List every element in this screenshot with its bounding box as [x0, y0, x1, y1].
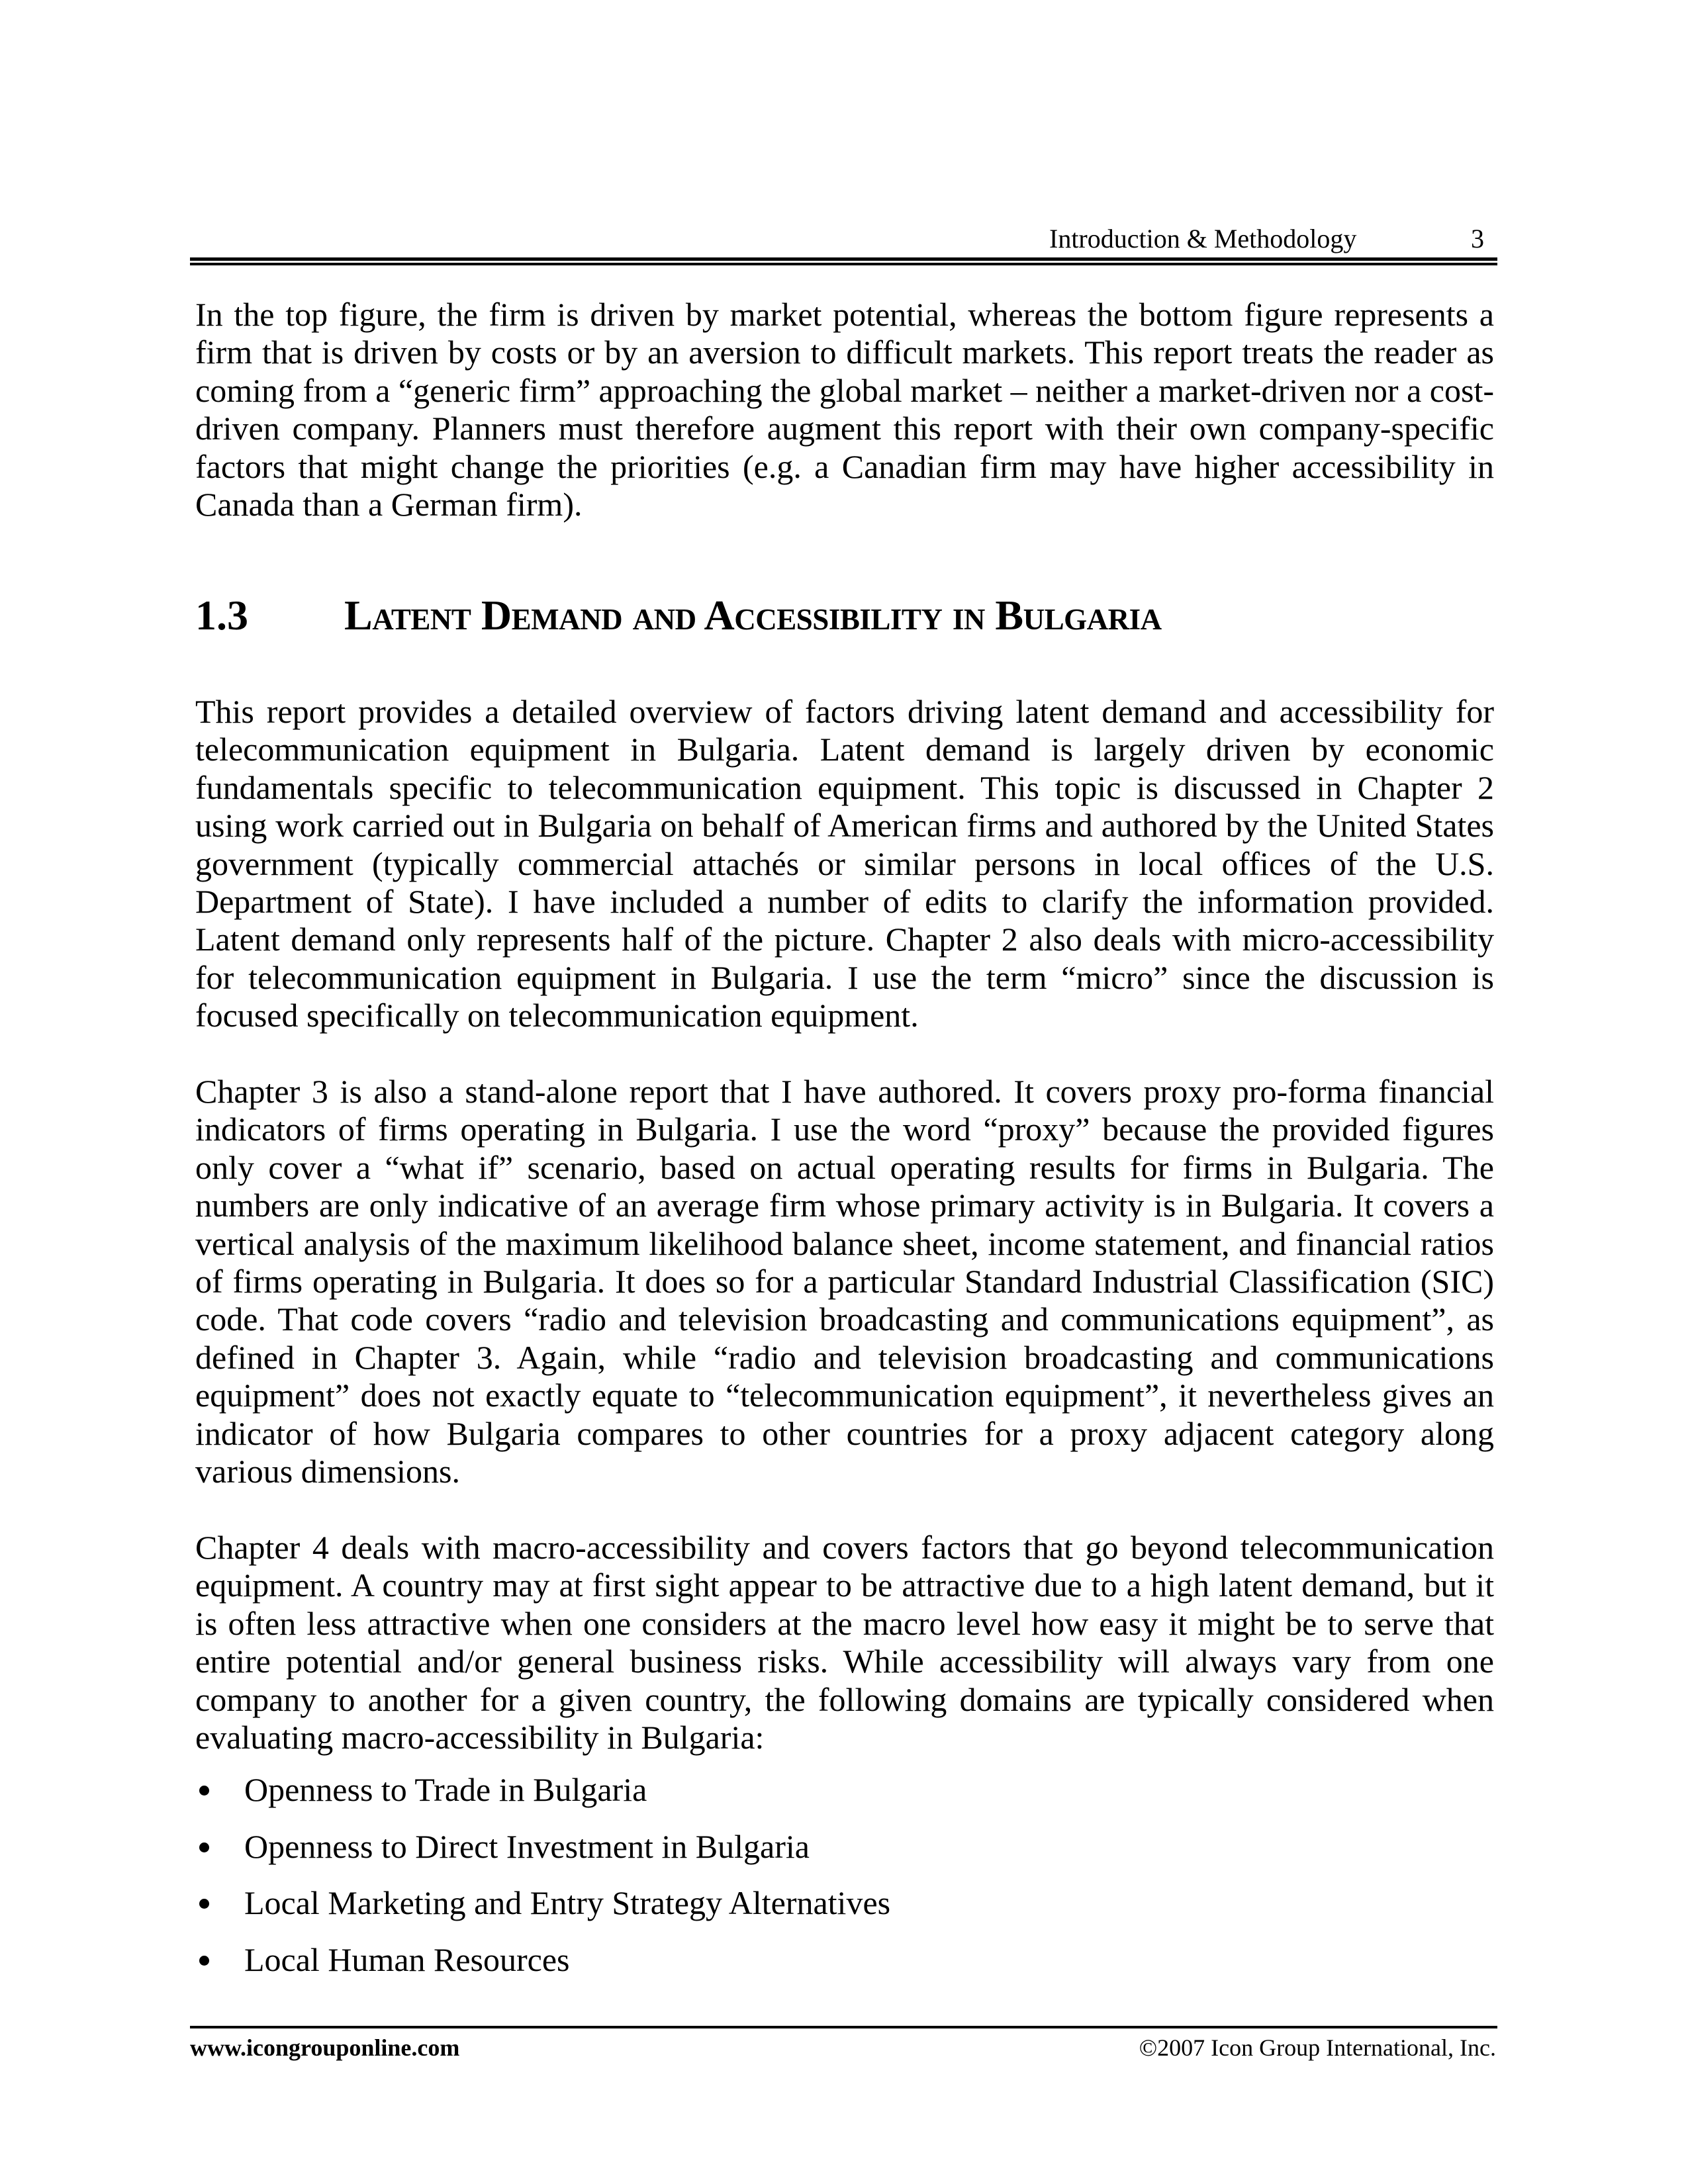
text-line: Latent demand only represents half of the picture. Chapter 2 also deals with micro-accessibility	[195, 921, 1494, 958]
text-line: firm that is driven by costs or by an aversion to difficult markets. This report treats the reader as	[195, 334, 1494, 371]
section-title: Latent Demand and Accessibility in Bulgaria	[344, 592, 1162, 639]
text-line: of firms operating in Bulgaria. It does so for a particular Standard Industrial Classification (SIC)	[195, 1262, 1494, 1300]
text-line: focused specifically on telecommunication equipment.	[195, 997, 919, 1034]
text-line: equipment. A country may at first sight appear to be attractive due to a high latent demand, but it	[195, 1567, 1494, 1604]
text-line: numbers are only indicative of an average firm whose primary activity is in Bulgaria. It covers a	[195, 1187, 1494, 1224]
text-line: various dimensions.	[195, 1452, 460, 1490]
text-line: for telecommunication equipment in Bulgaria. I use the term “micro” since the discussion is	[195, 958, 1494, 996]
text-line: only cover a “what if” scenario, based on actual operating results for firms in Bulgaria. The	[195, 1148, 1494, 1186]
list-item	[195, 1828, 1453, 1885]
page-number: 3	[1471, 224, 1484, 253]
accessibility-domains-list	[195, 1771, 1453, 1997]
text-line: This report provides a detailed overview of factors driving latent demand and accessibility for	[195, 693, 1494, 730]
list-item-text: Local Marketing and Entry Strategy Alternatives	[244, 1884, 891, 1921]
text-line: fundamentals specific to telecommunication equipment. This topic is discussed in Chapter 2	[195, 768, 1494, 806]
footer-url: www.icongrouponline.com	[190, 2034, 460, 2061]
text-line: Department of State). I have included a number of edits to clarify the information provided.	[195, 882, 1494, 920]
text-line: government (typically commercial attachés or similar persons in local offices of the U.S.	[195, 844, 1494, 882]
text-line: code. That code covers “radio and television broadcasting and communications equipment”, as	[195, 1300, 1494, 1338]
list-item-text: Openness to Trade in Bulgaria	[244, 1771, 647, 1808]
text-line: coming from a “generic firm” approaching the global market – neither a market-driven nor a cost-	[195, 371, 1494, 409]
list-item-text: Openness to Direct Investment in Bulgaria	[244, 1827, 810, 1865]
header-rule-thin	[190, 263, 1497, 265]
list-item	[195, 1941, 1453, 1998]
bullet-icon	[199, 1843, 209, 1852]
text-line: using work carried out in Bulgaria on behalf of American firms and authored by the United States	[195, 807, 1494, 844]
bullet-icon	[199, 1786, 209, 1796]
text-line: In the top figure, the firm is driven by market potential, whereas the bottom figure represents a	[195, 296, 1494, 333]
header-rule-thick	[190, 257, 1497, 261]
text-line: is often less attractive when one considers at the macro level how easy it might be to serve that	[195, 1604, 1494, 1642]
bullet-icon	[199, 1956, 209, 1966]
bullet-icon	[199, 1899, 209, 1909]
intro-paragraph	[195, 296, 1494, 523]
paragraph-chapter-3	[195, 1073, 1494, 1490]
text-line: equipment” does not exactly equate to “telecommunication equipment”, it nevertheless gives an	[195, 1377, 1494, 1414]
text-line: Chapter 4 deals with macro-accessibility and covers factors that go beyond telecommunication	[195, 1529, 1494, 1566]
text-line: indicators of firms operating in Bulgaria. I use the word “proxy” because the provided figures	[195, 1111, 1494, 1148]
footer-copyright: ©2007 Icon Group International, Inc.	[1139, 2034, 1496, 2061]
text-line: indicator of how Bulgaria compares to other countries for a proxy adjacent category along	[195, 1414, 1494, 1452]
section-number: 1.3	[195, 592, 248, 639]
list-item	[195, 1884, 1453, 1941]
text-line: entire potential and/or general business risks. While accessibility will always vary from one	[195, 1643, 1494, 1680]
text-line: factors that might change the priorities (e.g. a Canadian firm may have higher accessibility in	[195, 447, 1494, 485]
text-line: telecommunication equipment in Bulgaria. Latent demand is largely driven by economic	[195, 731, 1494, 768]
text-line: Chapter 3 is also a stand-alone report that I have authored. It covers proxy pro-forma financial	[195, 1073, 1494, 1110]
footer-rule	[190, 2026, 1497, 2028]
text-line: defined in Chapter 3. Again, while “radio and television broadcasting and communications	[195, 1338, 1494, 1376]
text-line: company to another for a given country, the following domains are typically considered when	[195, 1680, 1494, 1718]
text-line: driven company. Planners must therefore augment this report with their own company-specific	[195, 410, 1494, 447]
running-header-title: Introduction & Methodology	[1049, 224, 1357, 253]
running-header	[190, 222, 1497, 255]
list-item-text: Local Human Resources	[244, 1940, 570, 1978]
text-line: evaluating macro-accessibility in Bulgaria:	[195, 1718, 765, 1756]
text-line: Canada than a German firm).	[195, 485, 583, 523]
paragraph-latent-demand	[195, 693, 1494, 1035]
paragraph-chapter-4	[195, 1529, 1494, 1756]
list-item	[195, 1771, 1453, 1828]
text-line: vertical analysis of the maximum likelihood balance sheet, income statement, and financial ratios	[195, 1224, 1494, 1262]
